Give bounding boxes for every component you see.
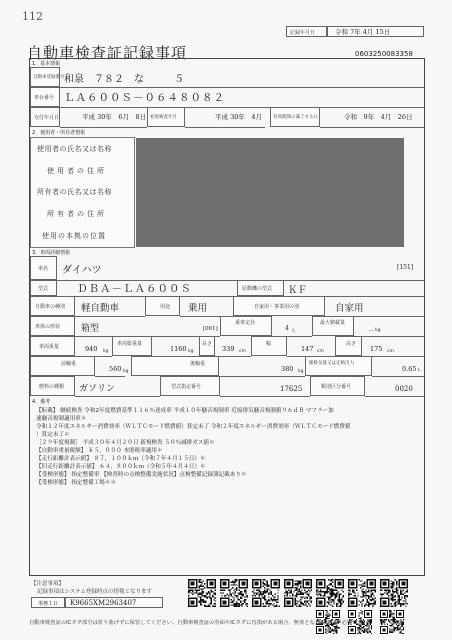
case-id-value-cell (65, 597, 163, 608)
capacity-label-cell (220, 316, 272, 336)
issue-value-cell (60, 107, 147, 128)
height-value: 175 (370, 345, 383, 353)
height-unit: cm (387, 349, 394, 354)
first-reg-value-cell (185, 107, 265, 128)
front-axle-label-cell (30, 356, 95, 376)
maker-row (57, 256, 424, 281)
kind-label-cell (30, 296, 75, 316)
use-label-cell (145, 296, 180, 316)
displacement-label: 総排気量又は定格出力 (309, 361, 354, 366)
case-id-label-cell (31, 597, 65, 608)
reg-no-label-cell (30, 67, 65, 87)
class-label: 類別区分番号 (321, 384, 352, 390)
front-axle-value: 560 (109, 365, 122, 373)
chassis-label-cell (30, 87, 60, 107)
remarks-line-10: 【受検形態】 指定整備工場＊＊ (36, 480, 117, 486)
displacement-value: 0.65 (402, 365, 417, 373)
qr-code-1 (188, 579, 216, 607)
owner-name-label: 所有者の氏名又は名称 (37, 188, 112, 196)
rear-axle-value: 380 (281, 365, 294, 373)
weight-value: 940 (85, 345, 98, 353)
remarks-line-8: 【旧走行距離計表示値】 ６４，８００ｋｍ（令和５年４月４日）＊ (36, 464, 206, 470)
front-axle-unit: kg (123, 369, 129, 374)
engine-value: ＫＦ (288, 285, 308, 296)
first-reg-label: 初度検査年月 (150, 115, 177, 120)
section-remarks-title: 4．備考 (32, 399, 51, 405)
remarks-line-3: 令和１２年度エネルギー消費効率（ＷＬＴＣモード燃費値）算定未了 令和２年度エネルギー消費効率（ＷＬＴＣモード燃費値 (36, 424, 351, 430)
type-cert-value-cell (220, 376, 310, 397)
expiry-label-cell (270, 107, 320, 127)
width-value: 147 (301, 345, 314, 353)
maker-label-cell (30, 256, 57, 280)
notice-text: 記録事項はシステム登録時点の情報となります (37, 589, 152, 595)
body-code: [001] (203, 326, 218, 332)
gross-value: 1160 (170, 345, 187, 353)
body-label-cell (30, 316, 75, 336)
redacted-owner-info (136, 138, 404, 247)
gross-label-cell (112, 336, 152, 356)
width-unit: cm (317, 349, 324, 354)
remarks-line-1: 【転載】 継続検査 令和2年度燃費基準１１６％達成車 平成１０年騒音規制車 近接排気騒音規制値９６ｄＢ マフラー加 (36, 408, 334, 414)
qr-code-2 (220, 579, 248, 607)
use-value: 乗用 (188, 303, 208, 314)
rear-axle-label-cell (131, 356, 219, 376)
model-label: 型式 (38, 286, 49, 292)
gross-unit: kg (188, 349, 194, 354)
kind-label: 自動車の種別 (35, 304, 66, 310)
issue-label: 交付年月日 (34, 115, 60, 121)
gross-label: 車両総重量 (117, 341, 143, 347)
private-label: 自家用・事業用の別 (254, 304, 300, 310)
expiry-value: 令和 9年 4月 26日 (344, 113, 413, 121)
front-axle-value-cell (95, 356, 129, 377)
length-label: 長さ (202, 341, 213, 347)
weight-label: 車両重量 (39, 344, 60, 350)
length-label-cell (199, 336, 215, 356)
qr-code-4 (284, 579, 312, 607)
height-label: 高さ (346, 341, 357, 347)
kind-value-cell (75, 296, 145, 317)
maker-code: [151] (397, 264, 414, 271)
displacement-unit: L (418, 368, 421, 373)
maxload-label-cell (312, 316, 354, 336)
fuel-value: ガソリン (79, 384, 116, 394)
width-label: 幅 (266, 341, 272, 347)
record-date-label-cell (286, 26, 327, 37)
qr-code-5 (316, 579, 344, 607)
fuel-value-cell (75, 376, 160, 397)
reg-no-value: 和泉 ７８２ な ５ (64, 74, 184, 85)
displacement-label-cell (305, 356, 372, 376)
weight-label-cell (30, 336, 75, 356)
expiry-value-cell (320, 107, 424, 128)
capacity-value-cell (272, 316, 312, 337)
maker-label: 車名 (38, 266, 49, 272)
section-vehicle-title: 3．車両詳細情報 (32, 250, 71, 256)
maxload-label: 最大積載量 (320, 320, 346, 326)
engine-label-cell (237, 280, 284, 296)
qr-code-10 (380, 610, 404, 634)
remarks-line-4: ）算定未了＊ (36, 432, 70, 438)
height-label-cell (335, 336, 362, 356)
length-value-cell (215, 336, 251, 357)
user-address-label: 使用者の住所 (47, 167, 107, 175)
reg-no-label: 自動車登録番号 (33, 75, 65, 80)
maxload-value-cell (354, 316, 424, 337)
owner-address-label: 所有者の住所 (47, 210, 107, 218)
chassis-row (60, 87, 424, 108)
capacity-label: 乗車定員 (235, 320, 256, 326)
kind-value: 軽自動車 (81, 303, 120, 314)
model-value-cell (57, 280, 237, 297)
use-value-cell (180, 296, 233, 317)
record-date-value-cell (327, 26, 424, 37)
section-basic-title: 1．基本情報 (32, 61, 61, 67)
width-label-cell (251, 336, 287, 356)
remarks-line-2: 速騒音規制適用車＊ (36, 416, 87, 422)
width-value-cell (287, 336, 335, 357)
qr-code-3 (252, 579, 280, 607)
case-id-value: K9665XM2963407 (70, 599, 137, 607)
base-location-label: 使用の本拠の位置 (42, 232, 106, 240)
user-name-label: 使用者の氏名又は名称 (37, 145, 112, 153)
reg-no-row (60, 67, 424, 88)
first-reg-value: 平成 30年 4月 (215, 113, 262, 121)
capacity-value: 4 (285, 325, 289, 332)
record-date-label: 記録年月日 (290, 30, 316, 36)
private-value: 自家用 (335, 303, 364, 314)
length-value: 339 (222, 345, 235, 353)
remarks-line-9: 【受検形態】 指定整備車 【検査時の点検整備実施状況】点検整備記録簿記載あり＊ (36, 472, 247, 478)
remarks-line-6: 【自動車重量税額】 ￥５，０００ 本則税率適用＊ (36, 448, 163, 454)
rear-axle-unit: kg (298, 369, 304, 374)
maxload-unit: kg (375, 328, 381, 333)
document-title: 自動車検査証記録事項 (27, 44, 188, 62)
class-label-cell (310, 376, 365, 396)
type-cert-value: 17625 (280, 385, 303, 393)
maker-value: ダイハツ (62, 265, 102, 276)
expiry-label: 有効期間の満了する日 (273, 115, 318, 120)
private-value-cell (325, 296, 424, 317)
private-label-cell (233, 296, 325, 316)
weight-unit: kg (103, 349, 109, 354)
fuel-label-cell (30, 376, 75, 396)
model-label-cell (30, 280, 57, 296)
remarks-line-7: 【走行距離計表示値】 ８７，１００ｋｍ（令和７年４月１５日）＊ (36, 456, 206, 462)
class-value: 0020 (395, 385, 413, 393)
model-value: ＤＢＡ－ＬＡ６００Ｓ (77, 283, 192, 295)
chassis-value: ＬＡ６００Ｓ－０６４８０８２ (64, 92, 225, 104)
record-date-value: 令和 7年 4月 15日 (335, 28, 391, 36)
rear-axle-label: 後軸重 (190, 361, 206, 367)
weight-value-cell (75, 336, 112, 357)
qr-code-6 (348, 579, 376, 607)
rear-axle-value-cell (219, 356, 305, 377)
chassis-label: 車台番号 (34, 95, 55, 101)
length-unit: cm (239, 349, 246, 354)
ic-tag-notice: 自動車検査証のICタグ部分は折り曲げずに保管してください。自動車検査証の券面やICタグに汚損がある場合、無効となり再交付が必要です。 (29, 620, 368, 626)
displacement-value-cell (372, 356, 424, 377)
body-label: 車体の形状 (35, 324, 61, 330)
issue-value: 平成 30年 6月 8日 (82, 113, 147, 121)
remarks-line-5: ［２９年度規制］ 平成３０年４月２０日 新規検査 ５０％減排ガス値＊ (36, 440, 215, 446)
issue-label-cell (30, 107, 60, 127)
document-number: 0603250083358 (355, 50, 413, 58)
body-value: 箱型 (81, 324, 100, 334)
engine-label: 原動機の型式 (242, 286, 273, 292)
qr-code-7 (380, 579, 408, 607)
maxload-value: － (368, 328, 375, 335)
class-value-cell (365, 376, 424, 397)
capacity-unit: 人 (291, 329, 296, 334)
type-cert-label-cell (160, 376, 220, 396)
height-value-cell (362, 336, 424, 357)
use-label: 用途 (160, 304, 171, 310)
gross-value-cell (152, 336, 199, 357)
first-reg-label-cell (147, 107, 185, 127)
body-value-cell (75, 316, 220, 337)
front-axle-label: 前軸重 (61, 361, 77, 367)
section-owner-title: 2．使用者・所有者情報 (32, 130, 86, 136)
engine-value-cell (284, 280, 424, 297)
case-id-label: 事務ＩＤ (38, 601, 59, 607)
handwritten-note: 112 (22, 10, 43, 23)
type-cert-label: 型式指定番号 (171, 384, 202, 390)
notice-title: 【注意事項】 (31, 581, 65, 587)
fuel-label: 燃料の種類 (39, 384, 65, 390)
